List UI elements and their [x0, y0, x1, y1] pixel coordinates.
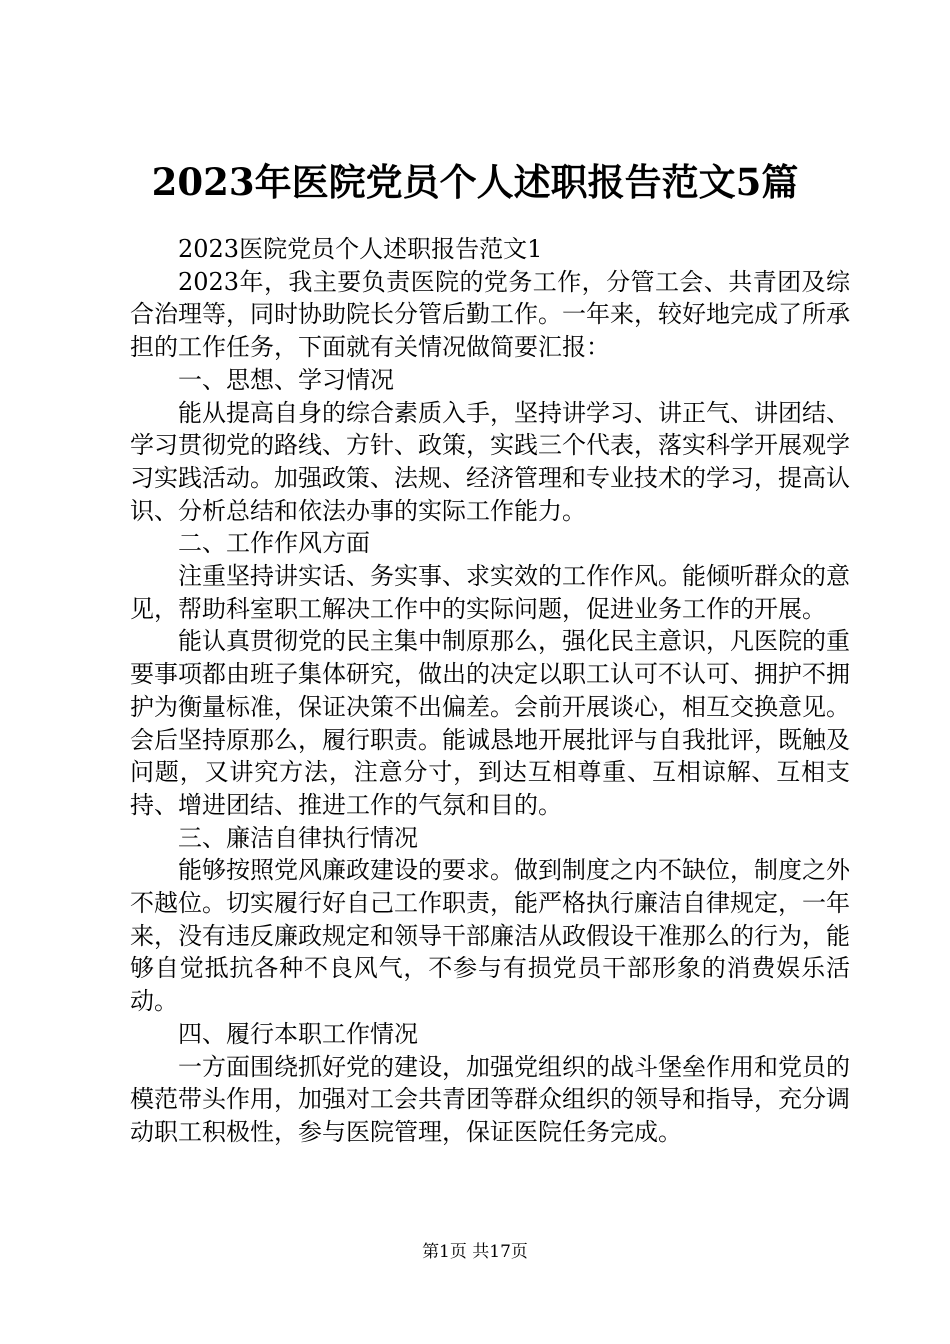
section-heading-4: 四、履行本职工作情况 [178, 1019, 418, 1048]
paragraph-section-2a: 注重坚持讲实话、务实事、求实效的工作作风。能倾听群众的意见，帮助科室职工解决工作中的实际问题，促进业务工作的开展。 [130, 562, 850, 623]
paragraph-section-4: 一方面围绕抓好党的建设，加强党组织的战斗堡垒作用和党员的模范带头作用，加强对工会共青团等群众组织的领导和指导，充分调动职工积极性，参与医院管理，保证医院任务完成。 [130, 1052, 850, 1146]
page-number: 第1页 共17页 [422, 1242, 528, 1262]
section-heading-3: 三、廉洁自律执行情况 [178, 823, 418, 852]
paragraph-section-3: 能够按照党风廉政建设的要求。做到制度之内不缺位，制度之外不越位。切实履行好自己工作职责，能严格执行廉洁自律规定，一年来，没有违反廉政规定和领导干部廉洁从政假设干准那么的行为，能够自觉抵抗各种不良风气，不参与有损党员干部形象的消费娱乐活动。 [130, 856, 850, 1016]
section-heading-2: 二、工作作风方面 [178, 529, 370, 558]
document-body [130, 233, 850, 1149]
document-title: 2023年医院党员个人述职报告范文5篇 [151, 160, 799, 204]
paragraph-section-1: 能从提高自身的综合素质入手，坚持讲学习、讲正气、讲团结、学习贯彻党的路线、方针、政策，实践三个代表，落实科学开展观学习实践活动。加强政策、法规、经济管理和专业技术的学习，提高认识、分析总结和依法办事的实际工作能力。 [130, 398, 850, 525]
paragraph-intro: 2023年，我主要负责医院的党务工作，分管工会、共青团及综合治理等，同时协助院长分管后勤工作。一年来，较好地完成了所承担的工作任务，下面就有关情况做简要汇报： [130, 267, 850, 362]
section-heading-1: 一、思想、学习情况 [178, 365, 394, 394]
paragraph-subtitle: 2023医院党员个人述职报告范文1 [178, 235, 543, 263]
paragraph-section-2b: 能认真贯彻党的民主集中制原那么，强化民主意识，凡医院的重要事项都由班子集体研究，做出的决定以职工认可不认可、拥护不拥护为衡量标准，保证决策不出偏差。会前开展谈心，相互交换意见。会后坚持原那么，履行职责。能诚恳地开展批评与自我批评，既触及问题，又讲究方法，注意分寸，到达互相尊重、互相谅解、互相支持、增进团结、推进工作的气氛和目的。 [130, 627, 850, 819]
